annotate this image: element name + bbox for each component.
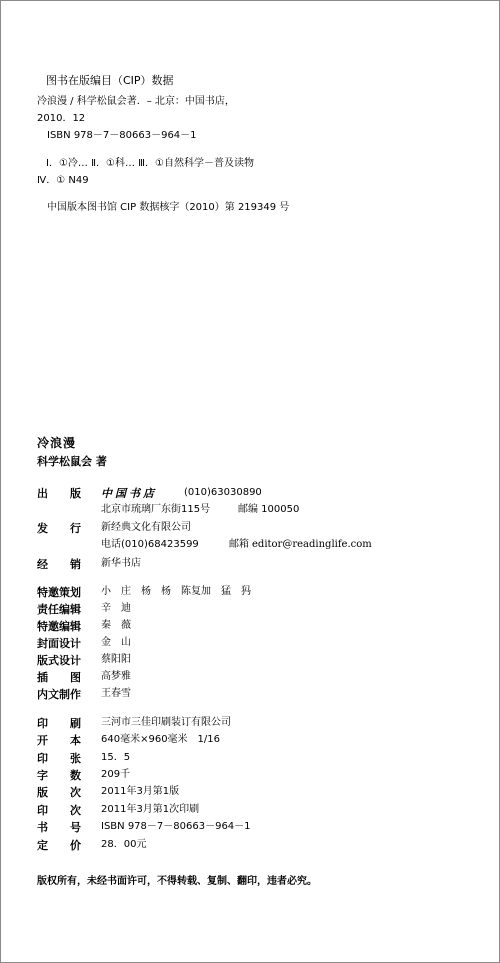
distributor-phone: 电话(010)68423599: [101, 539, 199, 550]
spec-label-edition: 版 次: [37, 786, 81, 799]
distributor-name: 新经典文化有限公司: [101, 522, 191, 533]
staff-value-illustration: 高梦雅: [101, 671, 131, 682]
staff-value-cover-design: 金 山: [101, 637, 131, 648]
copyright-notice: 版权所有，未经书面许可，不得转载、复制、翻印，违者必究。: [37, 876, 317, 887]
spec-label-sheets: 印 张: [37, 752, 81, 765]
spec-label-wordcount: 字 数: [37, 769, 81, 782]
book-title: 冷浪漫: [37, 436, 77, 450]
staff-value-editor: 辛 迪: [101, 603, 131, 614]
staff-label-planner: 特邀策划: [37, 586, 81, 599]
staff-value-guest-editor: 秦 薇: [101, 620, 131, 631]
cip-isbn-line: ISBN 978－7－80663－964－1: [47, 130, 197, 141]
cip-date-line: 2010．12: [37, 113, 86, 124]
cip-subject-line: Ⅰ．①冷… Ⅱ．①科… Ⅲ．①自然科学－普及读物: [46, 158, 255, 169]
staff-value-planner: 小 庄 杨 杨 陈复加 猛 犸: [101, 586, 251, 597]
staff-value-layout-design: 蔡阳阳: [101, 654, 131, 665]
spec-label-format: 开 本: [37, 734, 81, 747]
spec-value-printer: 三河市三佳印刷装订有限公司: [101, 717, 231, 728]
spec-value-format: 640毫米×960毫米 1/16: [101, 734, 221, 745]
spec-label-printer: 印 刷: [37, 717, 81, 730]
staff-value-typesetting: 王春雪: [101, 688, 131, 699]
cip-classification-line: Ⅳ．① N49: [37, 175, 89, 186]
cip-heading: 图书在版编目（CIP）数据: [46, 74, 174, 87]
spec-label-printing: 印 次: [37, 804, 81, 817]
spec-value-edition: 2011年3月第1版: [101, 786, 180, 797]
spec-value-price: 28．00元: [101, 839, 147, 850]
spec-value-sheets: 15．5: [101, 752, 131, 763]
publisher-postcode: 邮编 100050: [238, 504, 300, 515]
staff-label-guest-editor: 特邀编辑: [37, 620, 81, 633]
staff-label-illustration: 插 图: [37, 671, 81, 684]
book-author: 科学松鼠会 著: [37, 455, 107, 468]
staff-label-cover-design: 封面设计: [37, 637, 81, 650]
seller-label: 经 销: [37, 558, 81, 571]
spec-label-isbn: 书 号: [37, 821, 81, 834]
spec-value-wordcount: 209千: [101, 769, 131, 780]
staff-label-editor: 责任编辑: [37, 603, 81, 616]
publisher-address: 北京市琉璃厂东街115号: [101, 504, 211, 515]
publisher-label: 出 版: [37, 487, 81, 500]
distributor-email: editor@readinglife.com: [252, 539, 372, 550]
spec-value-printing: 2011年3月第1次印刷: [101, 804, 200, 815]
publisher-phone: (010)63030890: [184, 487, 262, 498]
distributor-email-label: 邮箱: [229, 539, 249, 550]
spec-value-isbn: ISBN 978－7－80663－964－1: [101, 821, 251, 832]
seller-value: 新华书店: [101, 558, 141, 569]
staff-label-typesetting: 内文制作: [37, 688, 81, 701]
cip-title-line: 冷浪漫 / 科学松鼠会著．– 北京：中国书店，: [37, 96, 235, 107]
staff-label-layout-design: 版式设计: [37, 654, 81, 667]
publisher-name-mark: 中国书店: [101, 487, 157, 500]
distributor-label: 发 行: [37, 522, 81, 535]
cip-record-number: 中国版本图书馆 CIP 数据核字（2010）第 219349 号: [47, 202, 290, 213]
spec-label-price: 定 价: [37, 839, 81, 852]
